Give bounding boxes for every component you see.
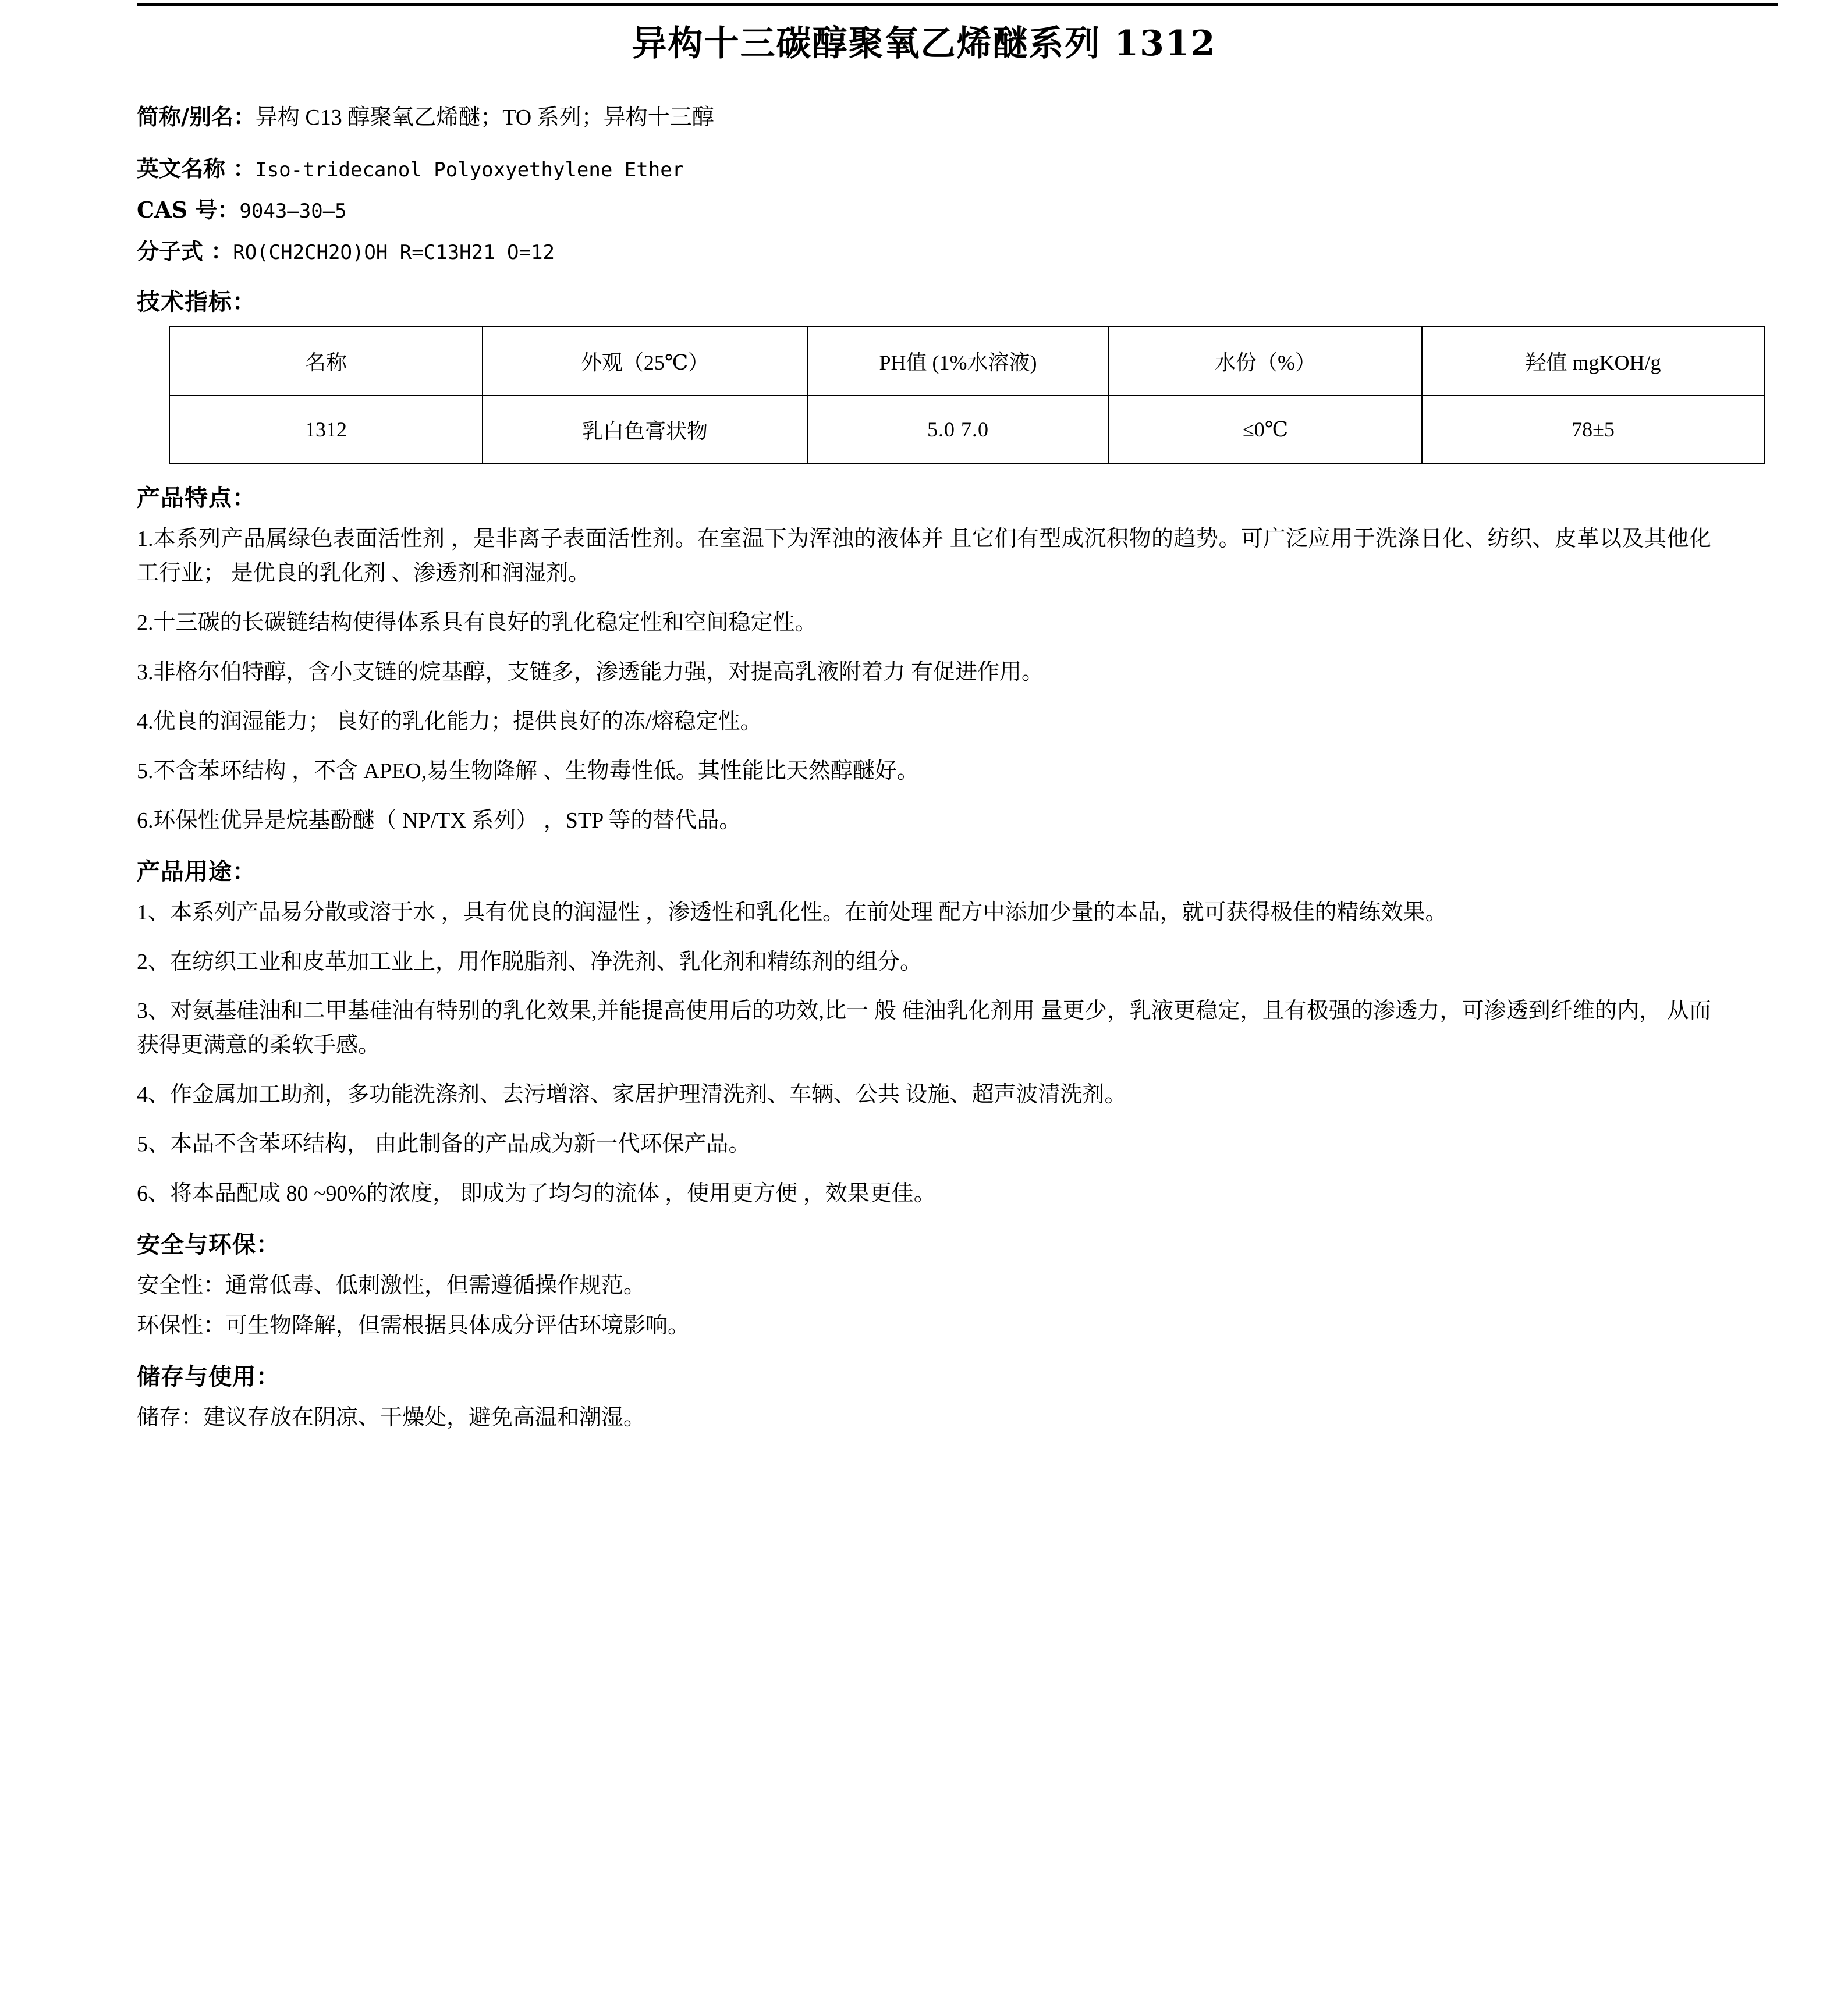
use-item: 4、作金属加工助剂，多功能洗涤剂、去污增溶、家居护理清洗剂、车辆、公共 设施、超声波清洗剂。	[137, 1082, 1127, 1107]
table-header-moisture: 水份（%）	[1109, 326, 1422, 395]
section-heading-features: 产品特点：	[137, 484, 256, 512]
meta-label-english-name: 英文名称 ：	[137, 155, 256, 182]
table-header-name: 名称	[169, 326, 483, 395]
storage-item: 储存：建议存放在阴凉、干燥处，避免高温和潮湿。	[137, 1405, 646, 1430]
feature-item: 5.不含苯环结构 ，不含 APEO,易生物降解 、生物毒性低。其性能比天然醇醚好。	[137, 758, 919, 783]
feature-item: 6.环保性优异是烷基酚醚（ NP/TX 系列） ，STP 等的替代品。	[137, 808, 742, 833]
table-header-appearance: 外观（25℃）	[483, 326, 807, 395]
meta-label-formula: 分子式 ：	[137, 238, 233, 265]
safety-item: 安全性：通常低毒、低刺激性，但需遵循操作规范。	[137, 1273, 646, 1298]
table-cell-hydroxyl: 78±5	[1422, 395, 1764, 464]
section-heading-uses: 产品用途：	[137, 857, 256, 885]
table-header-ph: PH值 (1%水溶液)	[807, 326, 1109, 395]
use-item: 2、在纺织工业和皮革加工业上，用作脱脂剂、净洗剂、乳化剂和精练剂的组分。	[137, 949, 923, 974]
use-item: 1、本系列产品易分散或溶于水 ，具有优良的润湿性 ，渗透性和乳化性。在前处理 配方中添加少量的本品，就可获得极佳的精练效果。	[137, 900, 1448, 925]
meta-row-alias	[137, 101, 1711, 134]
meta-value-formula: RO(CH2CH2O)OH R=C13H21 O=12	[233, 241, 555, 265]
feature-item: 4.优良的润湿能力； 良好的乳化能力；提供良好的冻/熔稳定性。	[137, 709, 762, 734]
metadata-block	[137, 101, 1711, 268]
table-cell-moisture: ≤0℃	[1109, 395, 1422, 464]
use-item: 5、本品不含苯环结构， 由此制备的产品成为新一代环保产品。	[137, 1132, 751, 1157]
table-cell-appearance: 乳白色膏状物	[483, 395, 807, 464]
meta-row-cas	[137, 194, 1711, 227]
spec-table	[169, 326, 1765, 464]
meta-row-formula	[137, 235, 1711, 268]
meta-row-english-name	[137, 152, 1711, 186]
section-heading-safety: 安全与环保：	[137, 1230, 280, 1258]
table-row	[169, 395, 1764, 464]
use-item: 6、将本品配成 80 ~90%的浓度， 即成为了均匀的流体 ，使用更方便 ，效果更佳。	[137, 1181, 936, 1206]
table-cell-ph: 5.0 7.0	[807, 395, 1109, 464]
section-heading-storage: 储存与使用：	[137, 1362, 280, 1390]
feature-item: 3.非格尔伯特醇，含小支链的烷基醇，支链多，渗透能力强，对提高乳液附着力 有促进作用。	[137, 660, 1044, 685]
page-title: 异构十三碳醇聚氧乙烯醚系列 1312	[632, 23, 1216, 64]
section-heading-spec: 技术指标：	[137, 288, 256, 316]
header-rule	[137, 3, 1778, 6]
meta-value-cas: 9043—30—5	[239, 200, 347, 223]
meta-label-alias: 简称/别名：	[137, 104, 256, 130]
meta-label-cas: CAS 号：	[137, 197, 240, 223]
table-header-hydroxyl: 羟值 mgKOH/g	[1422, 326, 1764, 395]
table-header-row	[169, 326, 1764, 395]
feature-item: 2.十三碳的长碳链结构使得体系具有良好的乳化稳定性和空间稳定性。	[137, 610, 817, 635]
safety-item: 环保性：可生物降解，但需根据具体成分评估环境影响。	[137, 1313, 690, 1338]
meta-value-alias: 异构 C13 醇聚氧乙烯醚；TO 系列；异构十三醇	[255, 105, 714, 130]
use-item: 3、对氨基硅油和二甲基硅油有特别的乳化效果,并能提高使用后的功效,比一 般 硅油乳化剂用 量更少，乳液更稳定，且有极强的渗透力，可渗透到纤维的内， 从而获得更满意的柔软手感。	[137, 999, 1711, 1058]
feature-item: 1.本系列产品属绿色表面活性剂 ，是非离子表面活性剂。在室温下为浑浊的液体并 且它们有型成沉积物的趋势。可广泛应用于洗涤日化、纺织、皮革以及其他化工行业； 是优良的乳化剂 、渗透剂和润湿剂。	[137, 527, 1711, 586]
meta-value-english-name: Iso-tridecanol Polyoxyethylene Ether	[255, 158, 684, 182]
table-cell-name: 1312	[169, 395, 483, 464]
